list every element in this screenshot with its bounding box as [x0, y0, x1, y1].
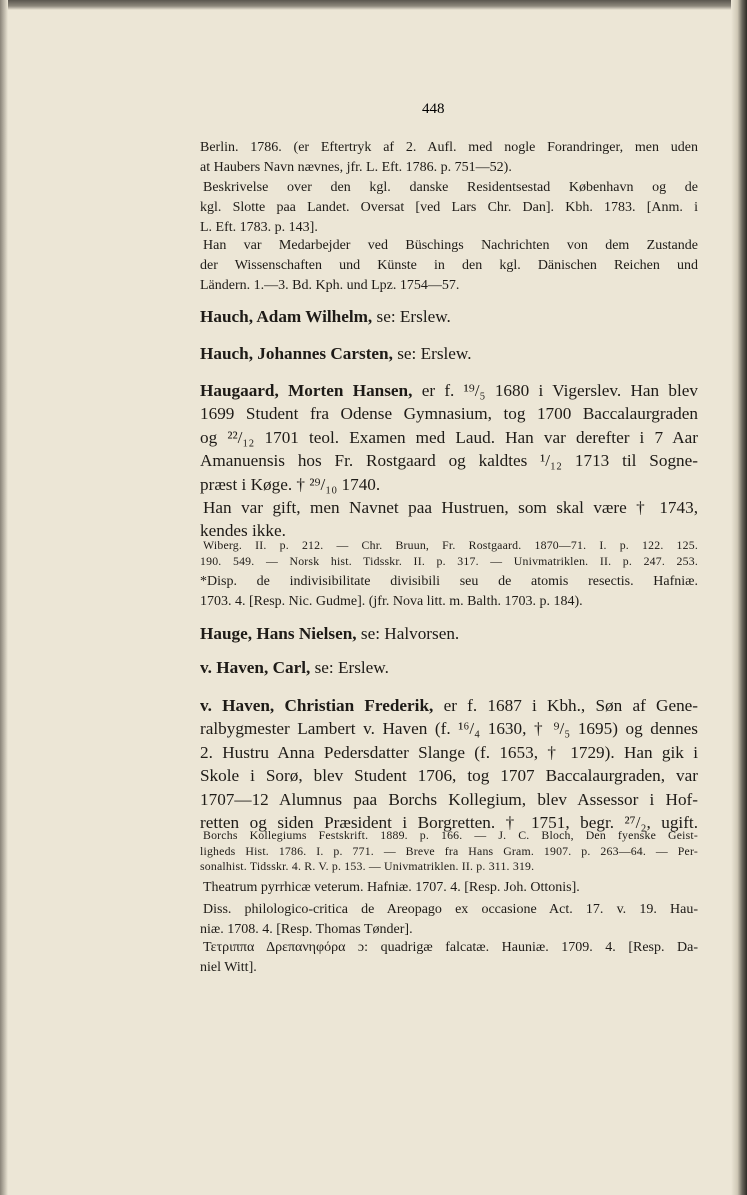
- entry-name: v. Haven, Christian Frederik,: [200, 696, 434, 715]
- text-line: 2. Hustru Anna Pedersdatter Slange (f. 1653, † 1729). Han gik i: [200, 742, 698, 762]
- entry-haven-carl: [200, 656, 698, 679]
- text-line: [200, 379, 698, 402]
- cross-reference: se: Erslew.: [376, 307, 451, 326]
- entry-haugaard: [200, 379, 698, 543]
- page-right-edge: [731, 0, 747, 1195]
- haven-theatrum: [200, 878, 698, 898]
- entry-name: Hauge, Hans Nielsen,: [200, 624, 357, 643]
- text-line: Amanuensis hos Fr. Rostgaard og kaldtes ¹/₁₂ 1713 til Sogne-: [200, 451, 698, 471]
- cross-reference: se: Erslew.: [397, 344, 472, 363]
- beskrivelse-entry: [200, 178, 698, 238]
- entry-hauch-johannes: [200, 342, 698, 365]
- page-left-edge: [0, 0, 8, 1195]
- text-line: Berlin. 1786. (er Eftertryk af 2. Aufl. med nogle Forandringer, men uden: [200, 140, 698, 155]
- haven-diss: [200, 900, 698, 940]
- cross-reference: se: Erslew.: [314, 658, 389, 677]
- text-line: Han var Medarbejder ved Büschings Nachrichten von dem Zustande: [203, 238, 698, 253]
- entry-text: er f. 1687 i Kbh., Søn af Gene-: [443, 696, 699, 715]
- reference-line: sonalhist. Tidsskr. 4. R. V. p. 153. — Univmatriklen. II. p. 311. 319.: [200, 859, 535, 874]
- text-line: 1699 Student fra Odense Gymnasium, tog 1700 Baccalaurgraden: [200, 404, 698, 424]
- entry-hauch-adam: [200, 305, 698, 328]
- entry-name: v. Haven, Carl,: [200, 658, 311, 677]
- entry-name: Haugaard, Morten Hansen,: [200, 381, 413, 400]
- text-line: Τετριππα Δρεπανηφόρα ɔ: quadrigæ falcatæ. Hauniæ. 1709. 4. [Resp. Da-: [203, 940, 698, 955]
- text-line: Ländern. 1.—3. Bd. Kph. und Lpz. 1754—57.: [200, 278, 460, 293]
- text-line: Skole i Sorø, blev Student 1706, tog 1707 Baccalaurgraden, var: [200, 766, 698, 786]
- text-line: 1707—12 Alumnus paa Borchs Kollegium, blev Assessor i Hof-: [200, 789, 698, 809]
- text-line: at Haubers Navn nævnes, jfr. L. Eft. 1786. p. 751—52).: [200, 160, 512, 175]
- page-top-edge: [0, 0, 747, 10]
- text-line: Han var gift, men Navnet paa Hustruen, som skal være † 1743,: [203, 498, 698, 518]
- text-line: kendes ikke.: [200, 521, 286, 541]
- entry-hauge: [200, 622, 698, 645]
- entry-text: er f. ¹⁹/₅ 1680 i Vigerslev. Han blev: [421, 381, 698, 400]
- medarbejder-entry: [200, 236, 698, 296]
- text-line: 1703. 4. [Resp. Nic. Gudme]. (jfr. Nova litt. m. Balth. 1703. p. 184).: [200, 594, 583, 609]
- text-line: Diss. philologico-critica de Areopago ex occasione Act. 17. v. 19. Hau-: [203, 902, 698, 917]
- text-line: *Disp. de indivisibilitate divisibili seu de atomis resectis. Hafniæ.: [200, 574, 698, 589]
- text-line: kgl. Slotte paa Landet. Oversat [ved Lars Chr. Dan]. Kbh. 1783. [Anm. i: [200, 200, 698, 215]
- entry-haven-christian: [200, 694, 698, 834]
- text-line: niel Witt].: [200, 960, 257, 975]
- haven-tetrippa: [200, 938, 698, 978]
- text-line: Beskrivelse over den kgl. danske Residentsestad København og de: [203, 180, 698, 195]
- reference-line: Borchs Kollegiums Festskrift. 1889. p. 166. — J. C. Bloch, Den fyenske Geist-: [203, 828, 698, 842]
- page-number: 448: [422, 101, 445, 117]
- cross-reference: se: Halvorsen.: [360, 624, 460, 643]
- text-line: og ²²/₁₂ 1701 teol. Examen med Laud. Han var derefter i 7 Aar: [200, 427, 698, 447]
- text-line: ralbygmester Lambert v. Haven (f. ¹⁶/₄ 1630, † ⁹/₅ 1695) og dennes: [200, 719, 698, 739]
- haugaard-references: [200, 538, 698, 569]
- haven-references: [200, 828, 698, 875]
- berlin-entry: [200, 138, 698, 178]
- text-line: L. Eft. 1783. p. 143].: [200, 220, 318, 235]
- reference-line: ligheds Hist. 1786. I. p. 771. — Breve fra Hans Gram. 1907. p. 263—64. — Per-: [200, 843, 698, 858]
- text-line: der Wissenschaften und Künste in den kgl. Dänischen Reichen und: [200, 258, 698, 273]
- reference-line: 190. 549. — Norsk hist. Tidsskr. II. p. 317. — Univmatriklen. II. p. 247. 253.: [200, 553, 698, 568]
- reference-line: Wiberg. II. p. 212. — Chr. Bruun, Fr. Rostgaard. 1870—71. I. p. 122. 125.: [203, 538, 698, 552]
- entry-name: Hauch, Johannes Carsten,: [200, 344, 393, 363]
- text-line: præst i Køge. † ²⁹/₁₀ 1740.: [200, 474, 381, 494]
- text-line: retten og siden Præsident i Borgretten. † 1751, begr. ²⁷/₂, ugift.: [200, 813, 698, 833]
- text-line: [200, 694, 698, 717]
- haugaard-dissertation: [200, 572, 698, 612]
- text-line: niæ. 1708. 4. [Resp. Thomas Tønder].: [200, 922, 413, 937]
- text-line: Theatrum pyrrhicæ veterum. Hafniæ. 1707. 4. [Resp. Joh. Ottonis].: [203, 880, 580, 895]
- entry-name: Hauch, Adam Wilhelm,: [200, 307, 373, 326]
